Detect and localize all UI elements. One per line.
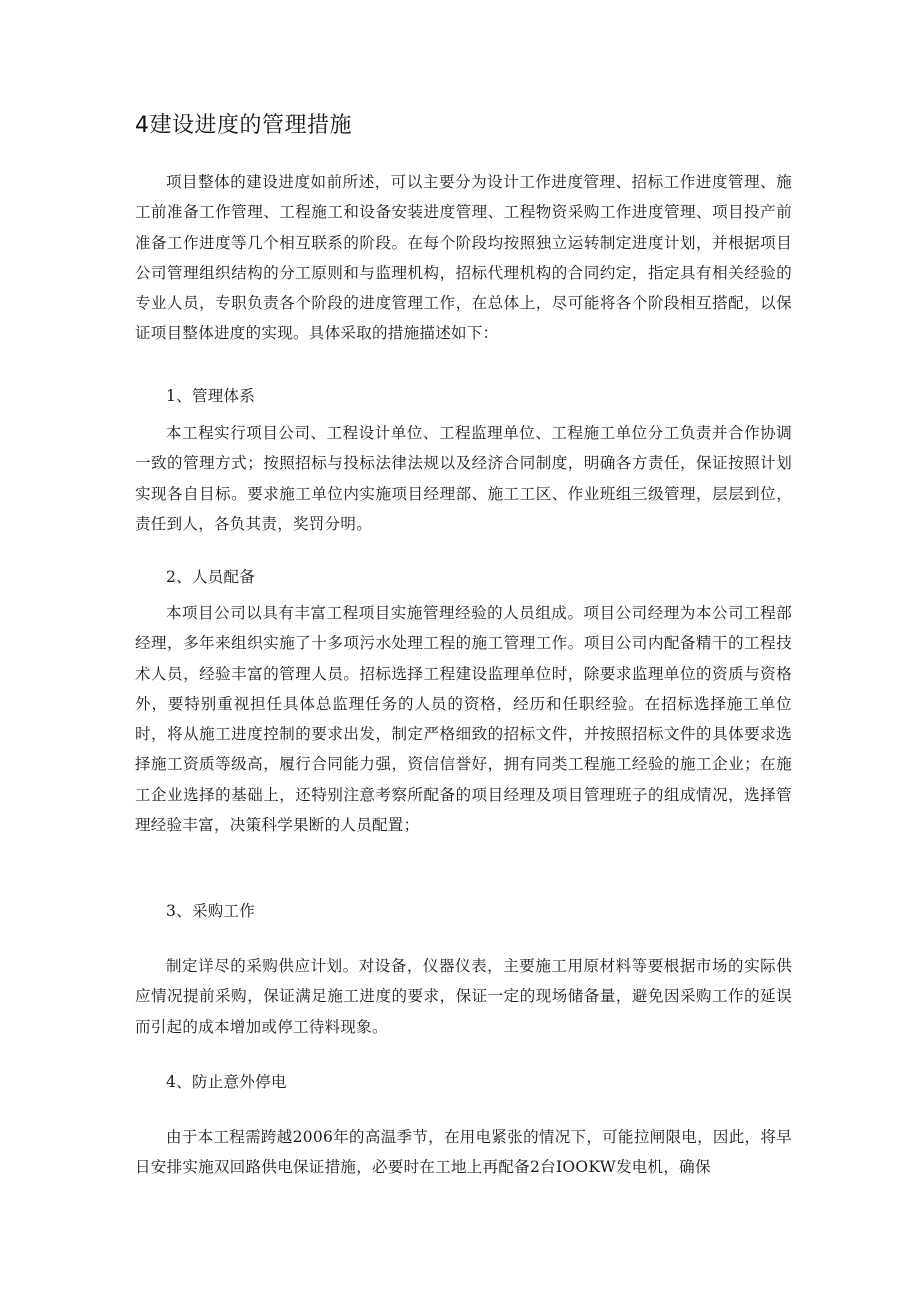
item-1-heading: 1、管理体系 <box>166 387 256 405</box>
intro-paragraph: 项目整体的建设进度如前所述，可以主要分为设计工作进度管理、招标工作进度管理、施工前准备工作管理、工程施工和设备安装进度管理、工程物资采购工作进度管理、项目投产前准备工作进度等几个相互联系的阶段。在每个阶段均按照独立运转制定进度计划，并根据项目公司管理组织结构的分工原则和与监理机构，招标代理机构的合同约定，指定具有相关经验的专业人员，专职负责各个阶段的进度管理工作，在总体上，尽可能将各个阶段相互搭配，以保证项目整体进度的实现。具体采取的措施描述如下： <box>135 173 792 343</box>
item-3-heading: 3、采购工作 <box>166 902 256 920</box>
item-3-paragraph: 制定详尽的采购供应计划。对设备，仪器仪表，主要施工用原材料等要根据市场的实际供应情况提前采购，保证满足施工进度的要求，保证一定的现场储备量，避免因采购工作的延误而引起的成本增加或停工待料现象。 <box>135 957 792 1036</box>
item-2-heading: 2、人员配备 <box>166 568 256 586</box>
item-4-heading: 4、防止意外停电 <box>166 1073 287 1091</box>
item-2-paragraph: 本项目公司以具有丰富工程项目实施管理经验的人员组成。项目公司经理为本公司工程部经理，多年来组织实施了十多项污水处理工程的施工管理工作。项目公司内配备精干的工程技术人员，经验丰富的管理人员。招标选择工程建设监理单位时，除要求监理单位的资质与资格外，要特别重视担任具体总监理任务的人员的资格，经历和任职经验。在招标选择施工单位时，将从施工进度控制的要求出发，制定严格细致的招标文件，并按照招标文件的具体要求选择施工资质等级高，履行合同能力强，资信信誉好，拥有同类工程施工经验的施工企业；在施工企业选择的基础上，还特别注意考察所配备的项目经理及项目管理班子的组成情况，选择管理经验丰富，决策科学果断的人员配置； <box>135 604 792 835</box>
section-title: 4建设进度的管理措施 <box>135 113 352 138</box>
item-4-paragraph: 由于本工程需跨越2006年的高温季节，在用电紧张的情况下，可能拉闸限电，因此，将早日安排实施双回路供电保证措施，必要时在工地上再配备2台IOOKW发电机，确保 <box>135 1128 792 1177</box>
item-1-paragraph: 本工程实行项目公司、工程设计单位、工程监理单位、工程施工单位分工负责并合作协调一致的管理方式；按照招标与投标法律法规以及经济合同制度，明确各方责任，保证按照计划实现各自目标。要求施工单位内实施项目经理部、施工工区、作业班组三级管理，层层到位，责任到人，各负其责，奖罚分明。 <box>135 424 792 533</box>
